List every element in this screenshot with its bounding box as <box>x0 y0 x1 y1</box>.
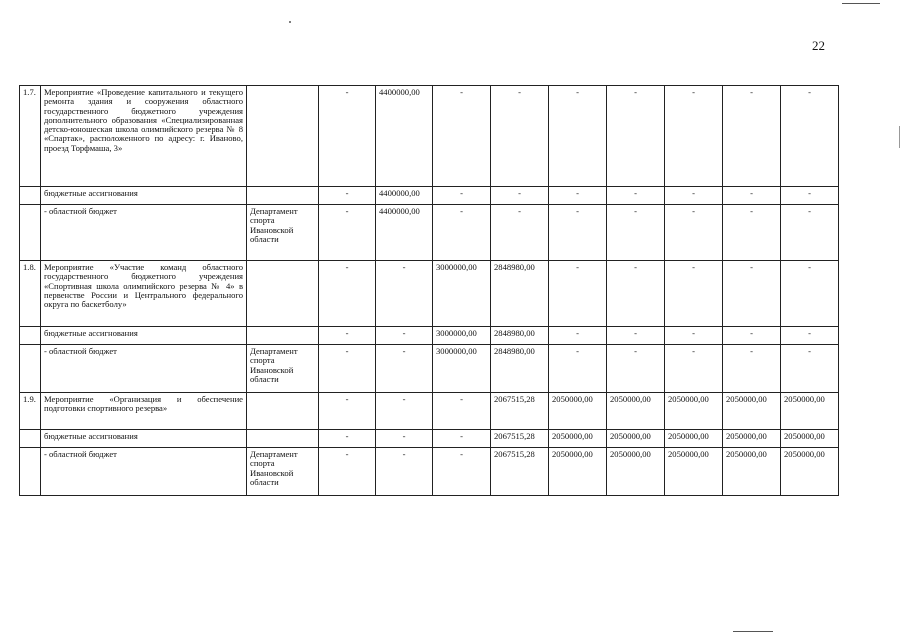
amount-cell: - <box>319 448 376 496</box>
amount-cell: - <box>665 187 723 205</box>
executor-cell <box>247 393 319 430</box>
description-cell: Мероприятие «Проведение капитального и текущего ремонта здания и сооружения областного государственного бюджетного учреждения дополнительного образования «Специализированная детско-юношеская школа олимпийского резерва № 8 «Спартак», расположенного по адресу: г. Иваново, проезд Торфмаша, 3» <box>41 86 247 187</box>
scan-edge-mark <box>899 126 900 148</box>
amount-cell: 2050000,00 <box>549 448 607 496</box>
row-number-cell <box>20 430 41 448</box>
amount-cell: - <box>665 327 723 345</box>
amount-cell: - <box>723 86 781 187</box>
amount-cell: 2067515,28 <box>491 448 549 496</box>
description-cell: Мероприятие «Организация и обеспечение подготовки спортивного резерва» <box>41 393 247 430</box>
amount-cell: - <box>723 345 781 393</box>
amount-cell: - <box>549 187 607 205</box>
amount-cell: - <box>549 345 607 393</box>
amount-cell: 2050000,00 <box>607 448 665 496</box>
description-cell: - областной бюджет <box>41 345 247 393</box>
amount-cell: - <box>607 187 665 205</box>
amount-cell: 2050000,00 <box>723 430 781 448</box>
executor-cell: Департамент спорта Ивановской области <box>247 448 319 496</box>
amount-cell: 4400000,00 <box>376 205 433 261</box>
table-row <box>20 205 839 261</box>
amount-cell: - <box>376 345 433 393</box>
amount-cell: - <box>376 261 433 327</box>
executor-cell <box>247 430 319 448</box>
amount-cell: - <box>665 261 723 327</box>
amount-cell: - <box>319 430 376 448</box>
budget-table <box>19 85 839 496</box>
amount-cell: 2050000,00 <box>723 393 781 430</box>
amount-cell: - <box>665 86 723 187</box>
table-row <box>20 393 839 430</box>
amount-cell: - <box>433 430 491 448</box>
table-row <box>20 261 839 327</box>
description-cell: - областной бюджет <box>41 448 247 496</box>
amount-cell: - <box>433 187 491 205</box>
row-number-cell <box>20 187 41 205</box>
row-number-cell: 1.7. <box>20 86 41 187</box>
amount-cell: 4400000,00 <box>376 187 433 205</box>
amount-cell: - <box>319 261 376 327</box>
amount-cell: - <box>319 187 376 205</box>
description-cell: - областной бюджет <box>41 205 247 261</box>
amount-cell: 2050000,00 <box>665 393 723 430</box>
amount-cell: 2067515,28 <box>491 393 549 430</box>
amount-cell: - <box>723 261 781 327</box>
table-row <box>20 345 839 393</box>
amount-cell: - <box>781 261 839 327</box>
amount-cell: 2050000,00 <box>781 448 839 496</box>
amount-cell: - <box>723 327 781 345</box>
row-number-cell <box>20 205 41 261</box>
amount-cell: - <box>433 393 491 430</box>
executor-cell <box>247 86 319 187</box>
amount-cell: - <box>319 393 376 430</box>
amount-cell: - <box>433 86 491 187</box>
amount-cell: - <box>781 86 839 187</box>
executor-cell <box>247 261 319 327</box>
amount-cell: 2050000,00 <box>665 448 723 496</box>
amount-cell: 2050000,00 <box>607 393 665 430</box>
amount-cell: - <box>723 205 781 261</box>
scan-dot-mark <box>289 21 291 23</box>
amount-cell: 2050000,00 <box>781 393 839 430</box>
amount-cell: 3000000,00 <box>433 345 491 393</box>
page-number: 22 <box>812 38 825 53</box>
table-row <box>20 187 839 205</box>
amount-cell: 2848980,00 <box>491 327 549 345</box>
amount-cell: - <box>433 205 491 261</box>
amount-cell: 2848980,00 <box>491 345 549 393</box>
amount-cell: - <box>781 327 839 345</box>
amount-cell: - <box>376 448 433 496</box>
amount-cell: 2050000,00 <box>781 430 839 448</box>
scan-line-mark <box>842 3 880 4</box>
table-row <box>20 86 839 187</box>
description-cell: Мероприятие «Участие команд областного государственного бюджетного учреждения «Спортивная школа олимпийского резерва № 4» в первенстве России и Центрального федерального округа по баскетболу» <box>41 261 247 327</box>
amount-cell: 2848980,00 <box>491 261 549 327</box>
executor-cell: Департамент спорта Ивановской области <box>247 345 319 393</box>
table-row <box>20 327 839 345</box>
amount-cell: - <box>781 205 839 261</box>
amount-cell: - <box>607 327 665 345</box>
amount-cell: - <box>607 86 665 187</box>
amount-cell: - <box>376 393 433 430</box>
amount-cell: 3000000,00 <box>433 327 491 345</box>
amount-cell: - <box>376 430 433 448</box>
table-row <box>20 448 839 496</box>
executor-cell: Департамент спорта Ивановской области <box>247 205 319 261</box>
amount-cell: - <box>607 261 665 327</box>
amount-cell: - <box>607 205 665 261</box>
amount-cell: - <box>549 327 607 345</box>
amount-cell: - <box>665 205 723 261</box>
amount-cell: 2050000,00 <box>549 430 607 448</box>
amount-cell: - <box>781 187 839 205</box>
executor-cell <box>247 327 319 345</box>
amount-cell: 2050000,00 <box>549 393 607 430</box>
amount-cell: 3000000,00 <box>433 261 491 327</box>
amount-cell: - <box>781 345 839 393</box>
amount-cell: 2050000,00 <box>665 430 723 448</box>
amount-cell: - <box>376 327 433 345</box>
row-number-cell <box>20 327 41 345</box>
amount-cell: 4400000,00 <box>376 86 433 187</box>
amount-cell: - <box>607 345 665 393</box>
amount-cell: - <box>723 187 781 205</box>
row-number-cell: 1.8. <box>20 261 41 327</box>
amount-cell: - <box>549 205 607 261</box>
amount-cell: - <box>319 86 376 187</box>
amount-cell: - <box>433 448 491 496</box>
amount-cell: 2067515,28 <box>491 430 549 448</box>
executor-cell <box>247 187 319 205</box>
table-row <box>20 430 839 448</box>
amount-cell: - <box>491 187 549 205</box>
description-cell: бюджетные ассигнования <box>41 327 247 345</box>
amount-cell: - <box>319 345 376 393</box>
row-number-cell <box>20 448 41 496</box>
amount-cell: 2050000,00 <box>607 430 665 448</box>
description-cell: бюджетные ассигнования <box>41 187 247 205</box>
amount-cell: - <box>319 205 376 261</box>
row-number-cell: 1.9. <box>20 393 41 430</box>
amount-cell: - <box>549 261 607 327</box>
scan-line-mark-bottom <box>733 631 773 632</box>
description-cell: бюджетные ассигнования <box>41 430 247 448</box>
row-number-cell <box>20 345 41 393</box>
amount-cell: - <box>491 205 549 261</box>
amount-cell: - <box>319 327 376 345</box>
amount-cell: - <box>549 86 607 187</box>
amount-cell: 2050000,00 <box>723 448 781 496</box>
amount-cell: - <box>491 86 549 187</box>
amount-cell: - <box>665 345 723 393</box>
